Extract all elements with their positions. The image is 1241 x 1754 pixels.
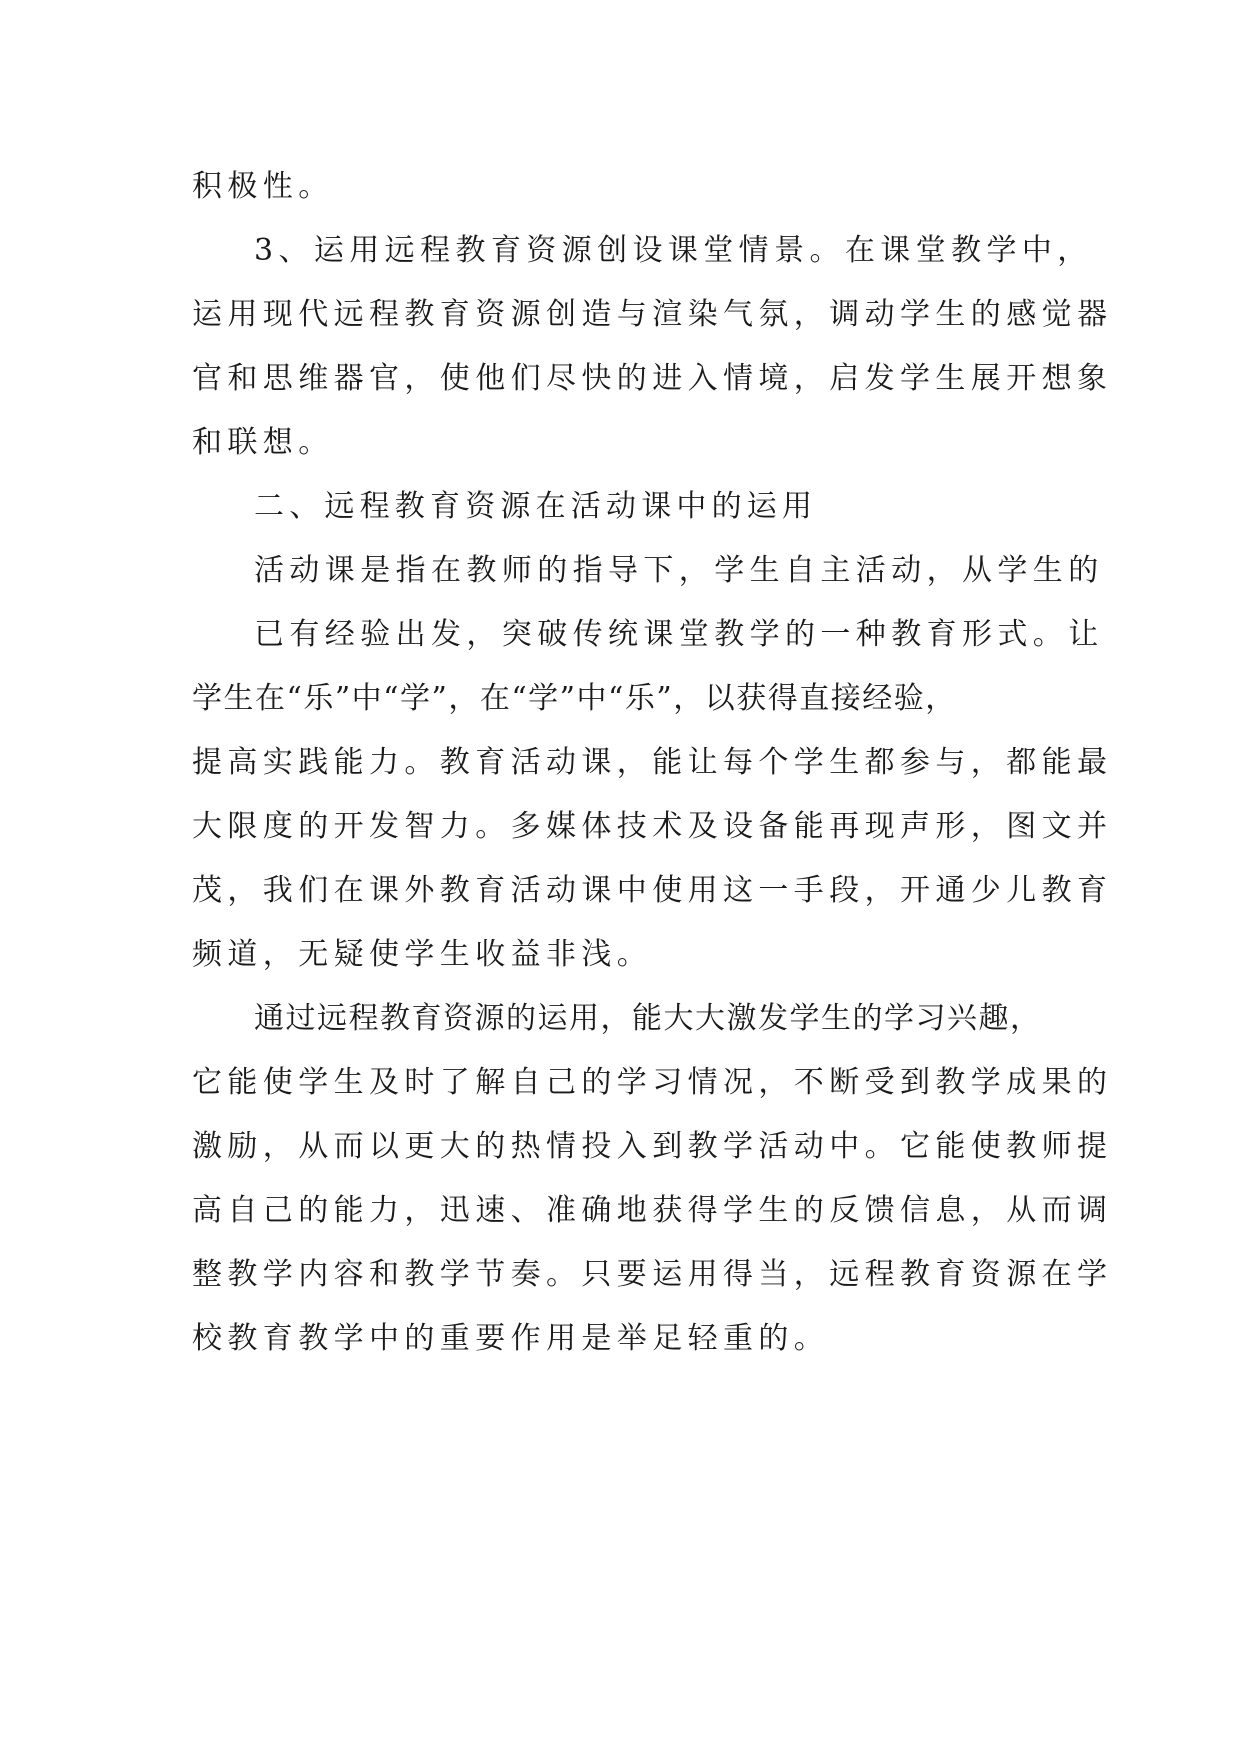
document-body (192, 155, 1113, 1371)
paragraph-line: 高自己的能力，迅速、准确地获得学生的反馈信息，从而调 (192, 1193, 1113, 1228)
paragraph-line: 激励，从而以更大的热情投入到教学活动中。它能使教师提 (192, 1129, 1113, 1164)
paragraph-line: 已有经验出发，突破传统课堂教学的一种教育形式。让 (254, 617, 1104, 652)
paragraph-line: 大限度的开发智力。多媒体技术及设备能再现声形，图文并 (192, 809, 1113, 844)
paragraph-line: 学生在“乐”中“学”，在“学”中“乐”，以获得直接经验， (192, 681, 957, 716)
paragraph-line: 提高实践能力。教育活动课，能让每个学生都参与，都能最 (192, 745, 1113, 780)
paragraph-line: 活动课是指在教师的指导下，学生自主活动，从学生的 (254, 553, 1104, 588)
paragraph-line: 和联想。 (192, 425, 334, 460)
paragraph-line: 它能使学生及时了解自己的学习情况，不断受到教学成果的 (192, 1065, 1113, 1100)
paragraph-line: 3、运用远程教育资源创设课堂情景。在课堂教学中， (254, 233, 1093, 268)
paragraph-line: 官和思维器官，使他们尽快的进入情境，启发学生展开想象 (192, 361, 1113, 396)
section-heading: 二、远程教育资源在活动课中的运用 (254, 489, 818, 524)
paragraph-line: 频道，无疑使学生收益非浅。 (192, 937, 653, 972)
paragraph-line: 积极性。 (192, 169, 334, 204)
paragraph-line: 通过远程教育资源的运用，能大大激发学生的学习兴趣， (254, 1001, 1042, 1036)
paragraph-line: 整教学内容和教学节奏。只要运用得当，远程教育资源在学 (192, 1257, 1113, 1292)
paragraph-line: 茂，我们在课外教育活动课中使用这一手段，开通少儿教育 (192, 873, 1113, 908)
paragraph-line: 运用现代远程教育资源创造与渲染气氛，调动学生的感觉器 (192, 297, 1113, 332)
paragraph-line: 校教育教学中的重要作用是举足轻重的。 (192, 1321, 830, 1356)
